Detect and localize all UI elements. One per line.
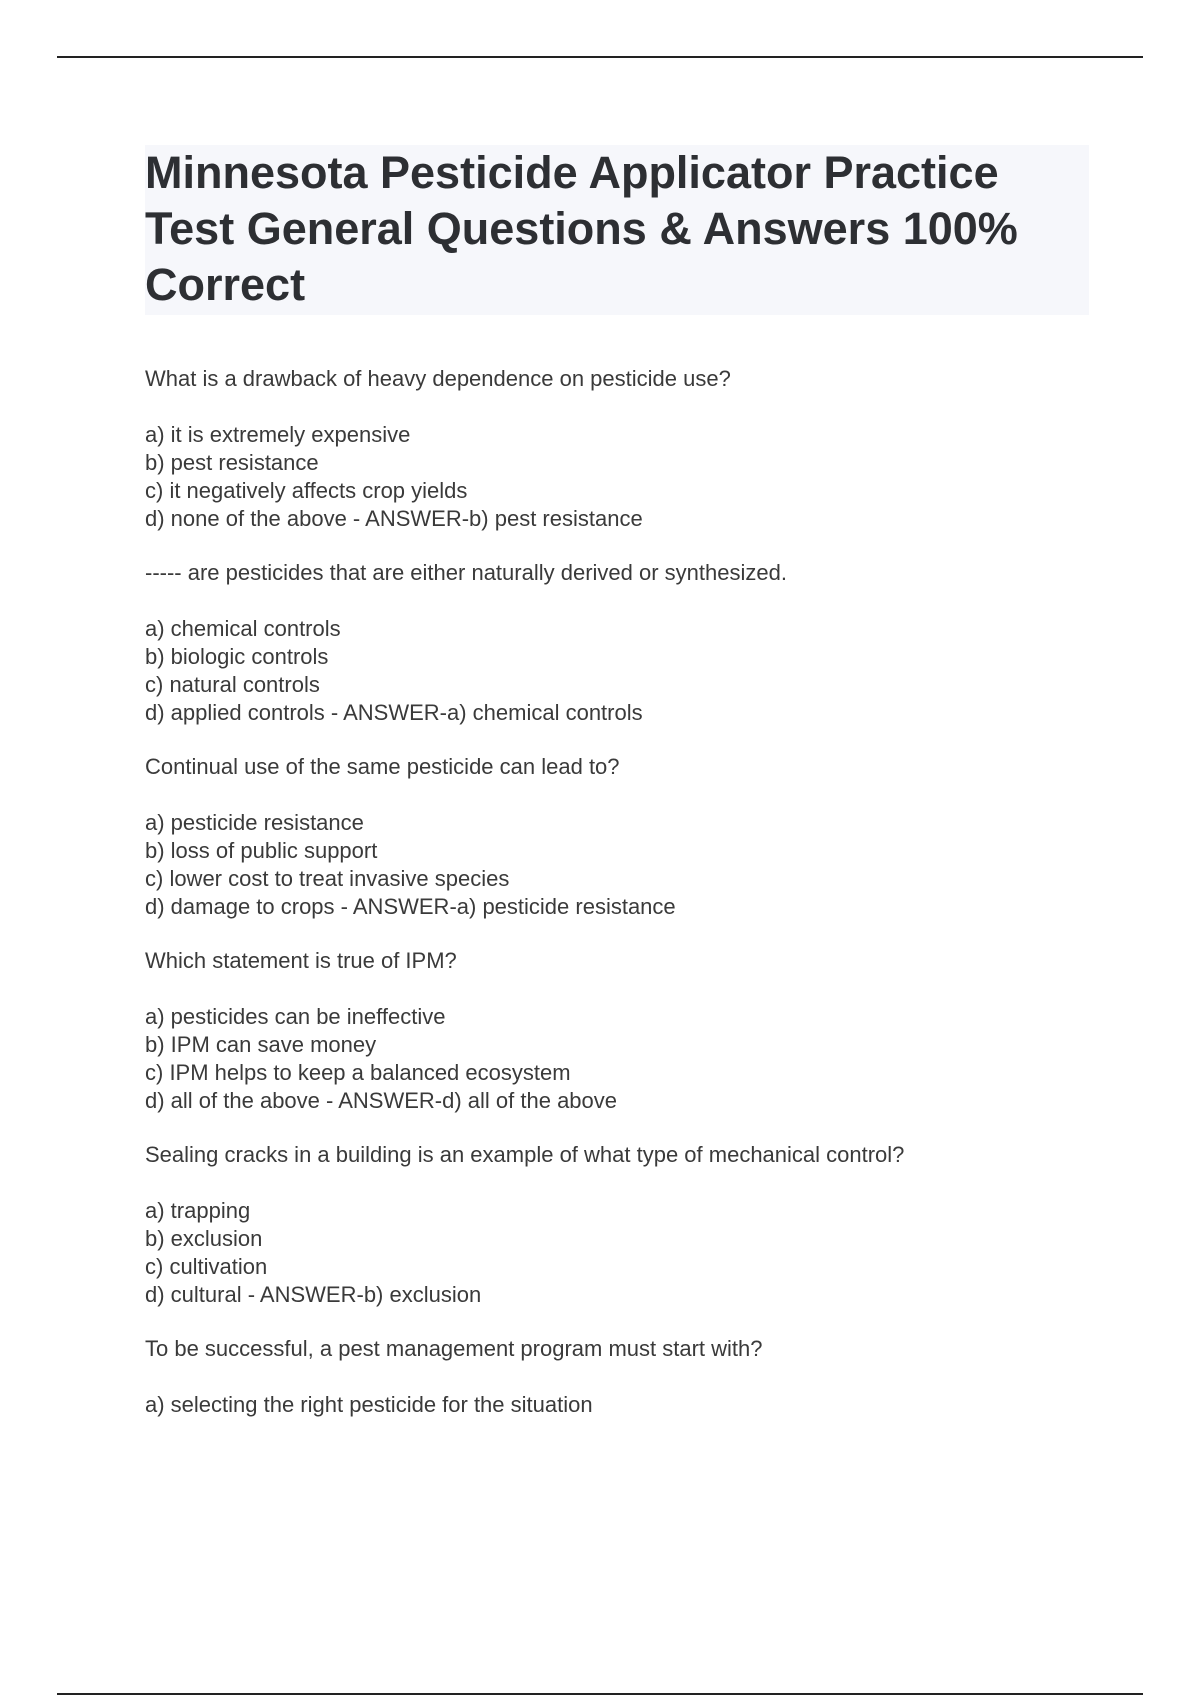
option-c: c) lower cost to treat invasive species <box>145 866 510 891</box>
qa-item-3 <box>145 753 1089 921</box>
option-c: c) natural controls <box>145 672 320 697</box>
qa-item-6 <box>145 1335 1089 1419</box>
qa-item-5 <box>145 1141 1089 1309</box>
option-a: a) it is extremely expensive <box>145 422 411 447</box>
option-a: a) pesticide resistance <box>145 810 364 835</box>
option-b: b) IPM can save money <box>145 1032 377 1057</box>
option-b: b) exclusion <box>145 1226 263 1251</box>
question-text: Continual use of the same pesticide can lead to? <box>145 754 620 779</box>
question-text: What is a drawback of heavy dependence on pesticide use? <box>145 366 731 391</box>
question-text: To be successful, a pest management program must start with? <box>145 1336 763 1361</box>
title-line-3: Correct <box>145 259 306 310</box>
option-a: a) chemical controls <box>145 616 341 641</box>
qa-item-4 <box>145 947 1089 1115</box>
qa-item-2 <box>145 559 1089 727</box>
option-a: a) pesticides can be ineffective <box>145 1004 446 1029</box>
option-c: c) IPM helps to keep a balanced ecosystem <box>145 1060 571 1085</box>
options-list <box>145 1391 1089 1419</box>
document-body <box>145 365 1089 1445</box>
option-d-answer: d) cultural - ANSWER-b) exclusion <box>145 1282 482 1307</box>
top-rule <box>57 56 1143 58</box>
question-text: ----- are pesticides that are either naturally derived or synthesized. <box>145 560 787 585</box>
title-line-2: Test General Questions & Answers 100% <box>145 203 1018 254</box>
bottom-rule <box>57 1693 1143 1695</box>
option-b: b) loss of public support <box>145 838 378 863</box>
options-list <box>145 1003 1089 1115</box>
option-b: b) biologic controls <box>145 644 329 669</box>
option-d-answer: d) damage to crops - ANSWER-a) pesticide resistance <box>145 894 676 919</box>
option-c: c) cultivation <box>145 1254 268 1279</box>
option-a: a) trapping <box>145 1198 251 1223</box>
question-text: Which statement is true of IPM? <box>145 948 457 973</box>
option-b: b) pest resistance <box>145 450 319 475</box>
options-list <box>145 421 1089 533</box>
options-list <box>145 809 1089 921</box>
title-line-1: Minnesota Pesticide Applicator Practice <box>145 147 999 198</box>
qa-item-1 <box>145 365 1089 533</box>
question-text: Sealing cracks in a building is an example of what type of mechanical control? <box>145 1142 905 1167</box>
option-d-answer: d) applied controls - ANSWER-a) chemical controls <box>145 700 643 725</box>
page-title <box>145 145 1089 313</box>
option-d-answer: d) none of the above - ANSWER-b) pest resistance <box>145 506 643 531</box>
option-c: c) it negatively affects crop yields <box>145 478 468 503</box>
options-list <box>145 615 1089 727</box>
option-a: a) selecting the right pesticide for the situation <box>145 1392 593 1417</box>
title-block <box>145 145 1089 315</box>
options-list <box>145 1197 1089 1309</box>
option-d-answer: d) all of the above - ANSWER-d) all of the above <box>145 1088 618 1113</box>
